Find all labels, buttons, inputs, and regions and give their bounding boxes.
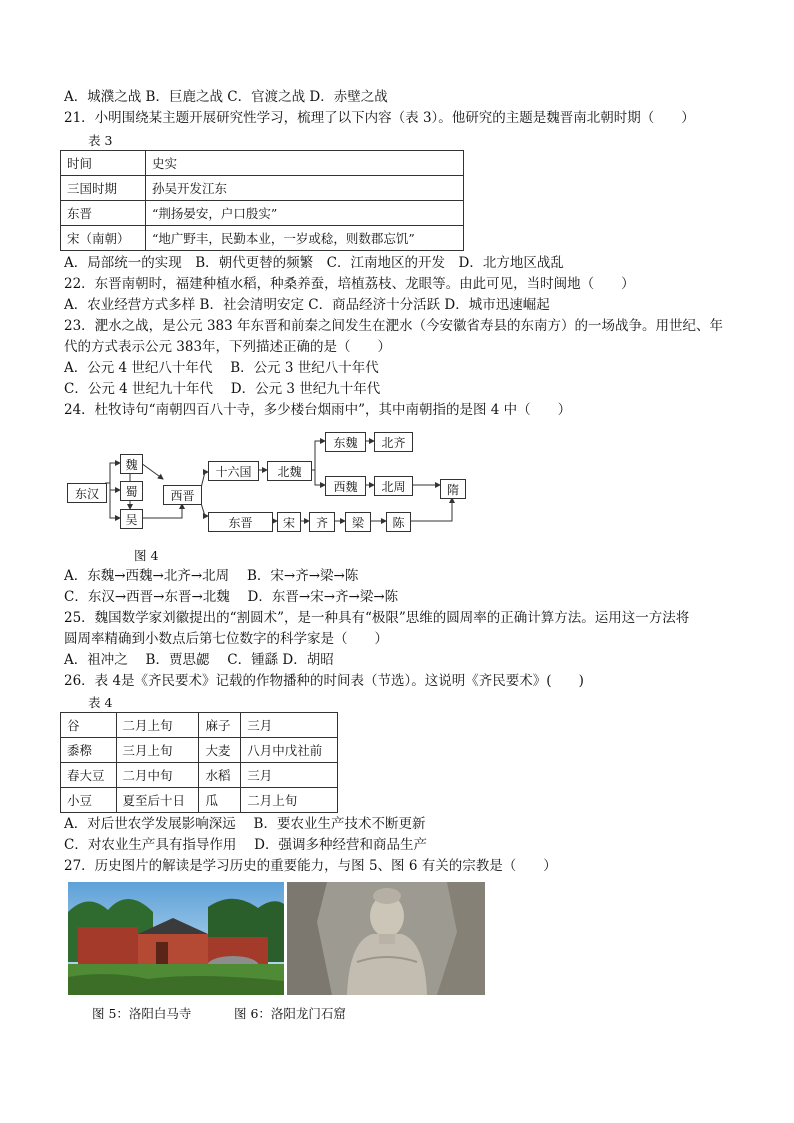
q22-stem: 22．东晋南朝时，福建种植水稻，种桑养蚕，培植荔枝、龙眼等。由此可见，当时闽地（ ） (64, 276, 635, 292)
node-beiwei: 北魏 (267, 461, 312, 481)
table-cell: 二月中旬 (116, 763, 199, 788)
table-cell: 大麦 (199, 738, 241, 763)
q26-options-2: C．对农业生产具有指导作用 D．强调多种经营和商品生产 (64, 837, 427, 853)
table-row (61, 788, 338, 813)
q24-options-2: C．东汉→西晋→东晋→北魏 D．东晋→宋→齐→梁→陈 (64, 589, 399, 605)
q25-options: A．祖冲之 B．贾思勰 C．锺繇 D．胡昭 (64, 652, 334, 668)
node-dongwei: 东魏 (325, 432, 366, 452)
table-cell: 史实 (146, 151, 464, 176)
table-row (61, 176, 464, 201)
figure6-caption: 图 6：洛阳龙门石窟 (234, 1006, 346, 1021)
q20-options: A．城濮之战 B．巨鹿之战 C．官渡之战 D．赤壁之战 (64, 89, 388, 105)
table-row (61, 226, 464, 251)
q23-options-1: A．公元 4 世纪八十年代 B．公元 3 世纪八十年代 (64, 360, 379, 376)
table-cell: 时间 (61, 151, 146, 176)
table-cell: 春大豆 (61, 763, 117, 788)
table-row (61, 713, 338, 738)
table-cell: 瓜 (199, 788, 241, 813)
q23-stem-1: 23．淝水之战，是公元 383 年东晋和前秦之间发生在淝水（今安徽省寿县的东南方）的一场战争。用世纪、年 (64, 318, 724, 334)
baima-temple-photo (68, 882, 284, 995)
node-dongjin: 东晋 (208, 512, 273, 532)
q27-stem: 27．历史图片的解读是学习历史的重要能力，与图 5、图 6 有关的宗教是（ ） (64, 858, 557, 874)
table-cell: 夏至后十日 (116, 788, 199, 813)
q21-stem: 21．小明围绕某主题开展研究性学习，梳理了以下内容（表 3）。他研究的主题是魏晋南北朝时期（ ） (64, 110, 695, 126)
node-beizhou: 北周 (374, 476, 413, 496)
table-cell: 东晋 (61, 201, 146, 226)
q23-options-2: C．公元 4 世纪九十年代 D．公元 3 世纪九十年代 (64, 381, 381, 397)
q26-options-1: A．对后世农学发展影响深远 B．要农业生产技术不断更新 (64, 816, 426, 832)
table3 (60, 150, 464, 251)
table-cell: 谷 (61, 713, 117, 738)
node-donghan: 东汉 (67, 483, 107, 503)
q22-options: A．农业经营方式多样 B．社会清明安定 C．商品经济十分活跃 D．城市迅速崛起 (64, 297, 550, 313)
figure5-caption: 图 5：洛阳白马寺 (92, 1006, 192, 1021)
table-row (61, 738, 338, 763)
node-sui: 隋 (440, 479, 466, 499)
table-cell: 三国时期 (61, 176, 146, 201)
table-row (61, 151, 464, 176)
q25-stem-2: 圆周率精确到小数点后第七位数字的科学家是（ ） (64, 631, 388, 647)
longmen-grottoes-photo (287, 882, 485, 995)
q24-stem: 24．杜牧诗句“南朝四百八十寺，多少楼台烟雨中”，其中南朝指的是图 4 中（ ） (64, 402, 572, 418)
node-shu: 蜀 (120, 481, 143, 501)
q25-stem-1: 25．魏国数学家刘徽提出的“割圆术”，是一种具有“极限”思维的圆周率的正确计算方法。运用这一方法将 (64, 610, 690, 626)
table-cell: 二月上旬 (116, 713, 199, 738)
table-cell: 小豆 (61, 788, 117, 813)
table-cell: 麻子 (199, 713, 241, 738)
node-beiqi: 北齐 (374, 432, 413, 452)
table-cell: 二月上旬 (241, 788, 338, 813)
node-chen: 陈 (386, 512, 411, 532)
figure4-caption: 图 4 (134, 548, 159, 563)
q21-options: A．局部统一的实现 B．朝代更替的频繁 C．江南地区的开发 D．北方地区战乱 (64, 255, 564, 271)
q24-options-1: A．东魏→西魏→北齐→北周 B．宋→齐→梁→陈 (64, 568, 359, 584)
table4 (60, 712, 338, 813)
table-row (61, 201, 464, 226)
table-cell: 三月上旬 (116, 738, 199, 763)
table-cell: 宋（南朝） (61, 226, 146, 251)
table-cell: 孙吴开发江东 (146, 176, 464, 201)
table-cell: 水稻 (199, 763, 241, 788)
table-cell: 三月 (241, 713, 338, 738)
node-liang: 梁 (345, 512, 371, 532)
node-wei: 魏 (120, 454, 143, 474)
table-row (61, 763, 338, 788)
node-shiliuguo: 十六国 (208, 461, 259, 481)
node-xiwei: 西魏 (325, 476, 366, 496)
node-qi: 齐 (309, 512, 335, 532)
node-xijin: 西晋 (163, 485, 202, 505)
table-cell: “地广野丰，民勤本业，一岁或稔，则数郡忘饥” (146, 226, 464, 251)
figure4-diagram (60, 424, 480, 544)
table4-caption: 表 4 (88, 695, 113, 710)
q23-stem-2: 代的方式表示公元 383年，下列描述正确的是（ ） (64, 339, 392, 355)
table3-caption: 表 3 (88, 133, 113, 148)
table-cell: “荆扬晏安，户口殷实” (146, 201, 464, 226)
q26-stem: 26．表 4是《齐民要术》记载的作物播种的时间表（节选）。这说明《齐民要术》( ) (64, 673, 584, 689)
table-cell: 黍穄 (61, 738, 117, 763)
node-wu: 吴 (120, 509, 143, 529)
node-song: 宋 (277, 512, 301, 532)
table-cell: 八月中戊社前 (241, 738, 338, 763)
table-cell: 三月 (241, 763, 338, 788)
